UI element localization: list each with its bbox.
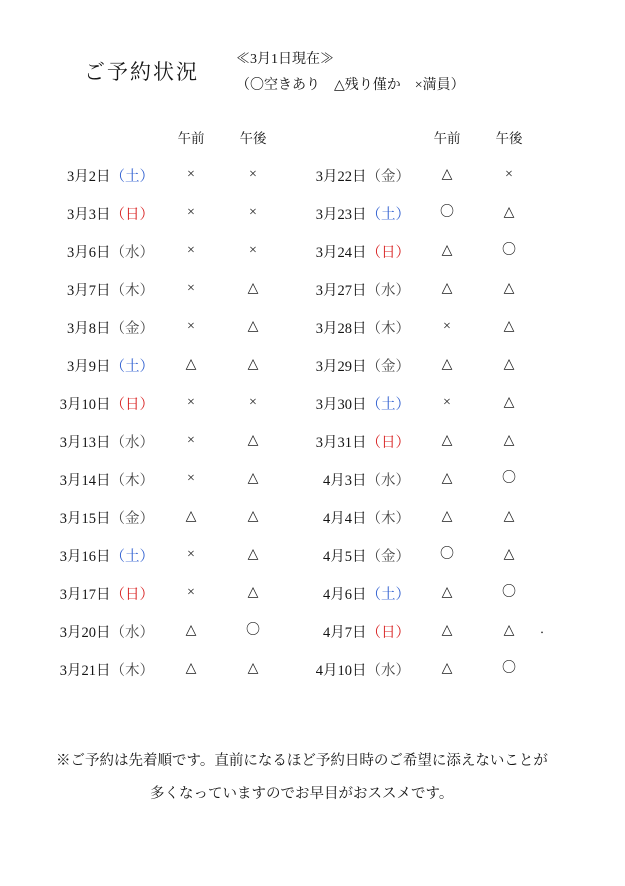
table-row <box>44 536 284 574</box>
footnote-line-1: ※ご予約は先着順です。直前になるほど予約日時のご希望に添えないことが <box>56 753 548 769</box>
row-am-status-left-2 <box>160 232 222 270</box>
header-am-right: 午前 <box>433 131 461 146</box>
row-date-left-13 <box>44 650 160 688</box>
row-date-left-8 <box>44 460 160 498</box>
row-pm-status-right-9 <box>478 498 540 536</box>
header-date-right <box>300 118 416 156</box>
table-row <box>44 384 284 422</box>
availability-mark: 〇 <box>502 243 516 258</box>
row-am-status-right-1 <box>416 194 478 232</box>
date-text: 3月7日 <box>67 282 111 299</box>
table-row <box>300 574 540 612</box>
day-of-week-text: （金） <box>366 548 410 565</box>
availability-mark: △ <box>247 433 259 448</box>
availability-mark: △ <box>503 395 515 410</box>
row-pm-status-right-4 <box>478 308 540 346</box>
row-am-status-right-0 <box>416 156 478 194</box>
row-pm-status-left-6 <box>222 384 284 422</box>
row-date-left-12 <box>44 612 160 650</box>
date-text: 4月5日 <box>323 548 367 565</box>
legend-note: （〇空きあり △残り僅か ×満員） <box>236 78 465 93</box>
row-date-right-1 <box>300 194 416 232</box>
table-row <box>300 308 540 346</box>
availability-mark: △ <box>441 509 453 524</box>
date-text: 3月24日 <box>315 244 367 261</box>
availability-mark: △ <box>503 623 515 638</box>
row-pm-status-left-5 <box>222 346 284 384</box>
availability-mark: 〇 <box>502 471 516 486</box>
date-text: 3月27日 <box>315 282 367 299</box>
table-row <box>300 460 540 498</box>
row-date-right-0 <box>300 156 416 194</box>
day-of-week-text: （日） <box>366 434 410 451</box>
availability-mark: △ <box>247 281 259 296</box>
row-date-left-2 <box>44 232 160 270</box>
availability-mark: △ <box>441 471 453 486</box>
day-of-week-text: （土） <box>110 548 154 565</box>
availability-mark: △ <box>185 509 197 524</box>
table-row <box>44 650 284 688</box>
row-date-left-3 <box>44 270 160 308</box>
day-of-week-text: （日） <box>366 624 410 641</box>
day-of-week-text: （土） <box>110 168 154 185</box>
row-date-right-7 <box>300 422 416 460</box>
availability-mark: △ <box>185 623 197 638</box>
availability-mark: △ <box>247 357 259 372</box>
row-pm-status-right-5 <box>478 346 540 384</box>
row-pm-status-left-0 <box>222 156 284 194</box>
row-pm-status-left-8 <box>222 460 284 498</box>
row-date-right-9 <box>300 498 416 536</box>
availability-mark: △ <box>247 509 259 524</box>
row-date-right-3 <box>300 270 416 308</box>
table-row <box>44 612 284 650</box>
date-text: 4月10日 <box>315 662 367 679</box>
date-text: 4月7日 <box>323 624 367 641</box>
row-am-status-right-11 <box>416 574 478 612</box>
table-header-row-left <box>44 118 284 156</box>
table-row <box>300 270 540 308</box>
row-date-right-6 <box>300 384 416 422</box>
availability-mark: × <box>249 205 257 220</box>
schedule-right-body <box>300 118 540 688</box>
date-text: 3月15日 <box>59 510 111 527</box>
row-date-left-5 <box>44 346 160 384</box>
header-am-left: 午前 <box>177 131 205 146</box>
availability-mark: △ <box>441 357 453 372</box>
availability-mark: × <box>187 281 195 296</box>
row-am-status-right-2 <box>416 232 478 270</box>
row-am-status-left-13 <box>160 650 222 688</box>
date-text: 3月30日 <box>315 396 367 413</box>
day-of-week-text: （金） <box>366 358 410 375</box>
stray-mark: ． <box>540 621 554 636</box>
availability-mark: △ <box>247 661 259 676</box>
table-row <box>300 232 540 270</box>
table-row <box>44 194 284 232</box>
availability-mark: △ <box>503 205 515 220</box>
table-row <box>300 156 540 194</box>
availability-mark: △ <box>247 319 259 334</box>
availability-mark: △ <box>441 661 453 676</box>
availability-mark: × <box>443 395 451 410</box>
row-am-status-left-10 <box>160 536 222 574</box>
row-date-left-7 <box>44 422 160 460</box>
table-row <box>44 574 284 612</box>
date-text: 3月17日 <box>59 586 111 603</box>
row-pm-status-left-1 <box>222 194 284 232</box>
day-of-week-text: （水） <box>366 282 410 299</box>
availability-mark: △ <box>503 509 515 524</box>
row-am-status-right-5 <box>416 346 478 384</box>
row-date-left-1 <box>44 194 160 232</box>
availability-mark: △ <box>441 585 453 600</box>
row-date-left-0 <box>44 156 160 194</box>
row-pm-status-right-0 <box>478 156 540 194</box>
date-text: 3月23日 <box>315 206 367 223</box>
row-pm-status-left-11 <box>222 574 284 612</box>
row-am-status-right-10 <box>416 536 478 574</box>
availability-mark: × <box>187 205 195 220</box>
row-date-right-4 <box>300 308 416 346</box>
row-pm-status-right-2 <box>478 232 540 270</box>
row-am-status-left-8 <box>160 460 222 498</box>
availability-mark: △ <box>247 471 259 486</box>
date-text: 3月21日 <box>59 662 111 679</box>
availability-mark: △ <box>247 585 259 600</box>
row-date-left-11 <box>44 574 160 612</box>
availability-mark: 〇 <box>502 585 516 600</box>
table-row <box>300 194 540 232</box>
table-row <box>300 498 540 536</box>
row-date-right-8 <box>300 460 416 498</box>
table-row <box>44 422 284 460</box>
row-date-right-5 <box>300 346 416 384</box>
row-date-right-2 <box>300 232 416 270</box>
row-am-status-right-3 <box>416 270 478 308</box>
date-text: 3月28日 <box>315 320 367 337</box>
date-text: 3月3日 <box>67 206 111 223</box>
table-row <box>300 422 540 460</box>
row-am-status-left-1 <box>160 194 222 232</box>
availability-mark: 〇 <box>440 547 454 562</box>
availability-mark: 〇 <box>502 661 516 676</box>
row-am-status-left-3 <box>160 270 222 308</box>
day-of-week-text: （水） <box>110 624 154 641</box>
row-pm-status-right-8 <box>478 460 540 498</box>
row-pm-status-right-1 <box>478 194 540 232</box>
row-pm-status-left-4 <box>222 308 284 346</box>
row-date-right-12 <box>300 612 416 650</box>
availability-mark: × <box>187 433 195 448</box>
table-row <box>300 536 540 574</box>
availability-mark: △ <box>503 319 515 334</box>
date-text: 3月14日 <box>59 472 111 489</box>
availability-mark: △ <box>185 357 197 372</box>
availability-mark: △ <box>503 281 515 296</box>
row-pm-status-left-9 <box>222 498 284 536</box>
row-date-right-11 <box>300 574 416 612</box>
availability-mark: × <box>187 585 195 600</box>
availability-mark: 〇 <box>246 623 260 638</box>
row-am-status-left-12 <box>160 612 222 650</box>
availability-mark: × <box>505 167 513 182</box>
row-am-status-right-4 <box>416 308 478 346</box>
footnote-line-2: 多くなっていますのでお早目がおススメです。 <box>150 786 454 802</box>
row-am-status-right-12 <box>416 612 478 650</box>
as-of-note: ≪3月1日現在≫ <box>236 52 334 67</box>
day-of-week-text: （木） <box>110 282 154 299</box>
availability-mark: △ <box>503 357 515 372</box>
day-of-week-text: （日） <box>110 586 154 603</box>
schedule-table-right <box>300 118 540 688</box>
table-row <box>44 498 284 536</box>
row-pm-status-right-13 <box>478 650 540 688</box>
day-of-week-text: （金） <box>110 510 154 527</box>
row-date-left-9 <box>44 498 160 536</box>
row-pm-status-left-7 <box>222 422 284 460</box>
table-row <box>300 384 540 422</box>
page-title: ご予約状況 <box>84 60 199 84</box>
day-of-week-text: （土） <box>366 586 410 603</box>
table-row <box>44 232 284 270</box>
date-text: 3月31日 <box>315 434 367 451</box>
day-of-week-text: （土） <box>366 206 410 223</box>
date-text: 4月3日 <box>323 472 367 489</box>
row-am-status-left-11 <box>160 574 222 612</box>
date-text: 4月4日 <box>323 510 367 527</box>
availability-mark: △ <box>441 243 453 258</box>
header-date-left <box>44 118 160 156</box>
availability-mark: △ <box>185 661 197 676</box>
table-row <box>44 270 284 308</box>
availability-mark: × <box>249 395 257 410</box>
row-pm-status-left-2 <box>222 232 284 270</box>
date-text: 3月20日 <box>59 624 111 641</box>
date-text: 3月16日 <box>59 548 111 565</box>
row-am-status-right-8 <box>416 460 478 498</box>
table-row <box>44 156 284 194</box>
date-text: 3月13日 <box>59 434 111 451</box>
availability-mark: × <box>443 319 451 334</box>
day-of-week-text: （土） <box>366 396 410 413</box>
table-row <box>300 346 540 384</box>
date-text: 3月10日 <box>59 396 111 413</box>
day-of-week-text: （日） <box>110 206 154 223</box>
row-date-right-13 <box>300 650 416 688</box>
date-text: 4月6日 <box>323 586 367 603</box>
day-of-week-text: （水） <box>366 662 410 679</box>
table-header-row-right <box>300 118 540 156</box>
availability-mark: △ <box>247 547 259 562</box>
row-date-left-4 <box>44 308 160 346</box>
availability-mark: △ <box>503 433 515 448</box>
date-text: 3月2日 <box>67 168 111 185</box>
availability-mark: × <box>187 319 195 334</box>
table-row <box>44 346 284 384</box>
availability-mark: × <box>187 167 195 182</box>
row-pm-status-left-13 <box>222 650 284 688</box>
row-pm-status-right-3 <box>478 270 540 308</box>
availability-mark: × <box>249 167 257 182</box>
row-date-right-10 <box>300 536 416 574</box>
availability-mark: × <box>187 547 195 562</box>
row-am-status-right-13 <box>416 650 478 688</box>
row-pm-status-left-12 <box>222 612 284 650</box>
day-of-week-text: （金） <box>366 168 410 185</box>
table-row <box>300 612 540 650</box>
availability-mark: × <box>187 243 195 258</box>
availability-mark: × <box>187 471 195 486</box>
row-am-status-left-5 <box>160 346 222 384</box>
date-text: 3月6日 <box>67 244 111 261</box>
row-pm-status-right-12 <box>478 612 540 650</box>
date-text: 3月8日 <box>67 320 111 337</box>
table-row <box>44 460 284 498</box>
day-of-week-text: （水） <box>110 434 154 451</box>
header-pm-left: 午後 <box>239 131 267 146</box>
row-date-left-10 <box>44 536 160 574</box>
availability-mark: × <box>187 395 195 410</box>
schedule-left-body <box>44 118 284 688</box>
availability-mark: △ <box>441 623 453 638</box>
row-am-status-right-6 <box>416 384 478 422</box>
availability-mark: × <box>249 243 257 258</box>
date-text: 3月22日 <box>315 168 367 185</box>
date-text: 3月9日 <box>67 358 111 375</box>
availability-mark: △ <box>503 547 515 562</box>
row-am-status-right-9 <box>416 498 478 536</box>
row-am-status-left-6 <box>160 384 222 422</box>
availability-mark: 〇 <box>440 205 454 220</box>
day-of-week-text: （日） <box>110 396 154 413</box>
day-of-week-text: （木） <box>110 472 154 489</box>
table-row <box>300 650 540 688</box>
row-am-status-left-7 <box>160 422 222 460</box>
availability-mark: △ <box>441 433 453 448</box>
day-of-week-text: （水） <box>110 244 154 261</box>
day-of-week-text: （水） <box>366 472 410 489</box>
row-pm-status-right-11 <box>478 574 540 612</box>
day-of-week-text: （金） <box>110 320 154 337</box>
day-of-week-text: （土） <box>110 358 154 375</box>
day-of-week-text: （木） <box>366 510 410 527</box>
schedule-table-left <box>44 118 284 688</box>
row-pm-status-right-10 <box>478 536 540 574</box>
document-header <box>0 48 625 108</box>
row-am-status-left-4 <box>160 308 222 346</box>
row-am-status-left-9 <box>160 498 222 536</box>
header-pm-right: 午後 <box>495 131 523 146</box>
date-text: 3月29日 <box>315 358 367 375</box>
row-date-left-6 <box>44 384 160 422</box>
day-of-week-text: （木） <box>110 662 154 679</box>
row-am-status-left-0 <box>160 156 222 194</box>
row-pm-status-left-3 <box>222 270 284 308</box>
day-of-week-text: （木） <box>366 320 410 337</box>
row-am-status-right-7 <box>416 422 478 460</box>
table-row <box>44 308 284 346</box>
row-pm-status-left-10 <box>222 536 284 574</box>
day-of-week-text: （日） <box>366 244 410 261</box>
availability-mark: △ <box>441 281 453 296</box>
row-pm-status-right-7 <box>478 422 540 460</box>
availability-mark: △ <box>441 167 453 182</box>
row-pm-status-right-6 <box>478 384 540 422</box>
